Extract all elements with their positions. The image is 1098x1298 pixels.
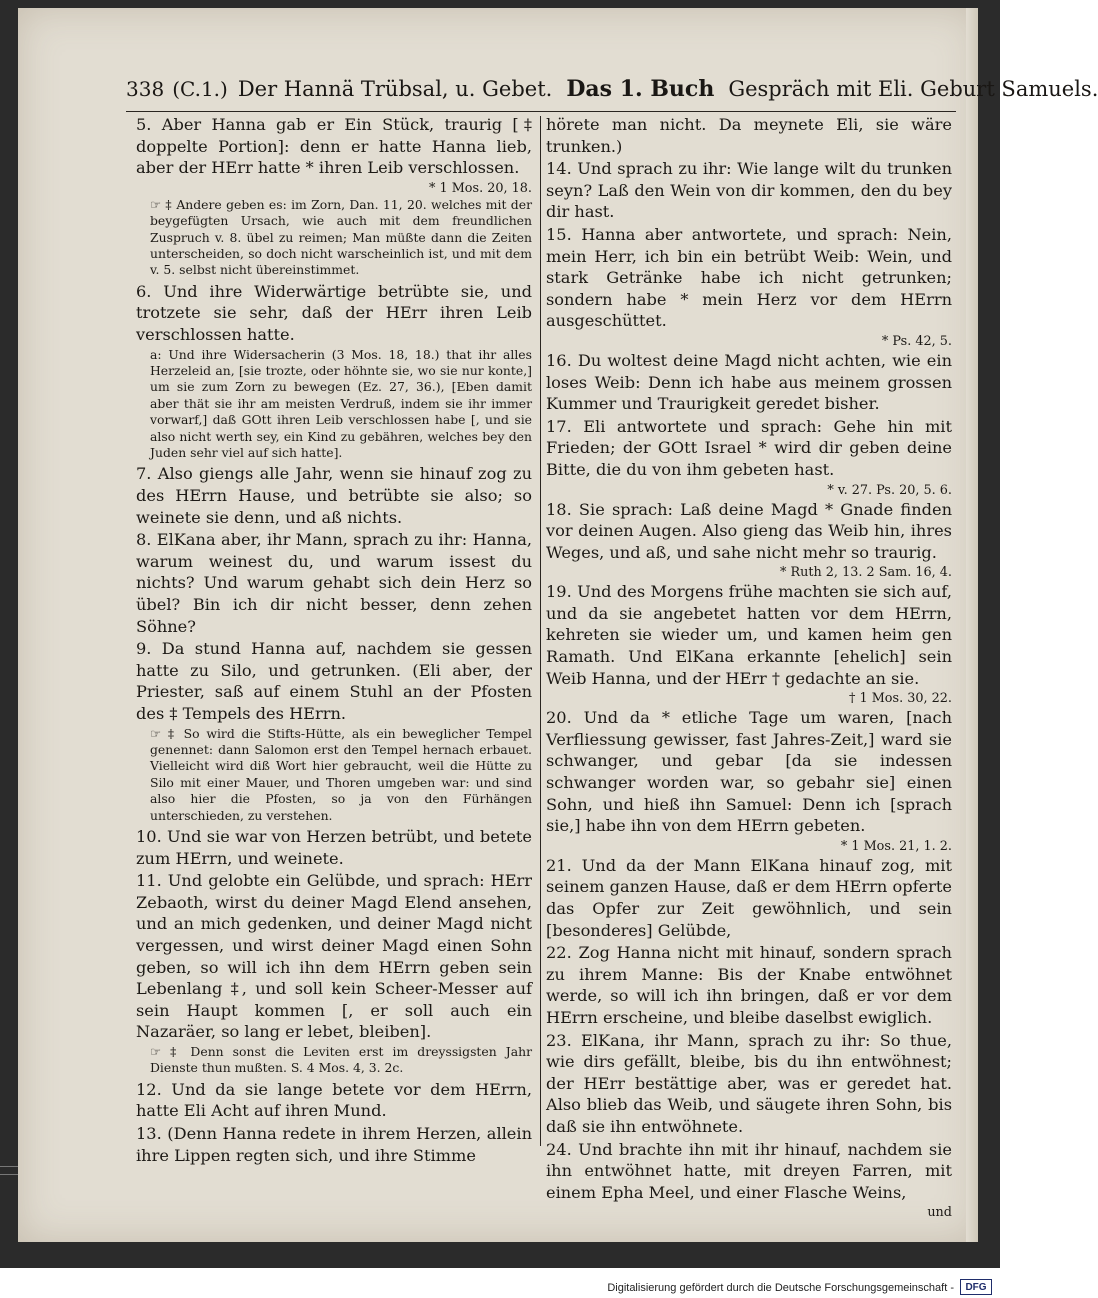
cross-reference: * v. 27. Ps. 20, 5. 6.: [827, 482, 952, 498]
verse-6: 6. Und ihre Widerwärtige betrübte sie, und trotzete sie sehr, daß der HErr ihren Leib verschlossen hatte.: [136, 281, 532, 344]
annotation-note: ☞ ‡ Andere geben es: im Zorn, Dan. 11, 20. welches mit der beygefügten Ursach, wie auch mit dem freundlichen Zuspruch v. 8. übel zu reimen; Man müßte dann die Zeiten unterscheiden, so doch nicht warscheinlich ist, und mit dem v. 5. selbst nicht übereinstimmet.: [150, 196, 532, 278]
chapter-reference: (C.1.): [172, 77, 228, 101]
cross-reference: * 1 Mos. 20, 18.: [429, 180, 532, 196]
verse-5: 5. Aber Hanna gab er Ein Stück, traurig [‡ doppelte Portion]: denn er hatte Hanna lieb, aber der HErr hatte * ihren Leib verschlossen.: [136, 115, 532, 178]
verse-18: 18. Sie sprach: Laß deine Magd * Gnade finden vor deinen Augen. Also gieng das Weib hin, ihres Weges, und aß, und sahe nicht mehr so traurig.: [546, 499, 952, 562]
page-edge: [966, 8, 978, 1242]
verse-12: 12. Und da sie lange betete vor dem HErrn, hatte Eli Acht auf ihren Mund.: [136, 1079, 532, 1121]
verse-24: 24. Und brachte ihn mit ihr hinauf, nachdem sie ihn entwöhnet hatte, mit dreyen Farren, mit einem Epha Meel, und einer Flasche Weins,: [546, 1139, 952, 1202]
verse-19: 19. Und des Morgens frühe machten sie sich auf, und da sie angebetet hatten vor dem HErrn, kehreten sie wieder um, und kamen heim gen Ramath. Und ElKana erkannte [ehelich] sein Weib Hanna, und der HErr † gedachte an sie.: [546, 582, 952, 688]
annotation-note: ☞ ‡ So wird die Stifts-Hütte, als ein beweglicher Tempel genennet: dann Salomon erst den Tempel hernach erbauet. Vielleicht wird diß Wort hier gebraucht, weil die Hütte zu Silo mit einer Mauer, und Thoren umgeben war: und sind also hier die Pfosten, so ja von den Fürhängen unterschieden, zu verstehen.: [150, 725, 532, 823]
running-header: [126, 76, 1098, 112]
header-right-title: Gespräch mit Eli. Geburt Samuels.: [728, 77, 1098, 101]
cross-reference: * Ps. 42, 5.: [881, 333, 952, 349]
verse-9: 9. Da stund Hanna auf, nachdem sie gessen hatte zu Silo, und getrunken. (Eli aber, der Priester, saß auf einem Stuhl an der Pfosten des ‡ Tempels des HErrn.: [136, 639, 532, 723]
annotation-note: a: Und ihre Widersacherin (3 Mos. 18, 18.) that ihr alles Herzeleid an, [sie trozte, oder höhnte sie, wo sie nur konte,] um sie zum Zorn zu bewegen (Ez. 27, 36.), [Eben damit aber thät sie ihr am meisten Verdruß, indem sie ihr immer vorwarf,] daß GOtt ihren Leib verschlossen habe [, und sie also nicht werth sey, ein Kind zu gebähren, welches bey den Juden sehr viel auf sich hatte].: [150, 346, 532, 461]
verse-13: 13. (Denn Hanna redete in ihrem Herzen, allein ihre Lippen regten sich, und ihre Stimme: [136, 1123, 532, 1165]
verse-20: 20. Und da * etliche Tage um waren, [nach Verfliessung gewisser, fast Jahres-Zeit,] ward sie schwanger, und gebar [da sie indessen schwanger worden war, so gebahr sie] einen Sohn, und hieß ihn Samuel: Denn ich [sprach sie,] habe ihn von dem HErrn gebeten.: [546, 708, 952, 836]
dfg-logo: DFG: [960, 1279, 992, 1295]
cross-reference: * 1 Mos. 21, 1. 2.: [840, 838, 952, 854]
page-number: 338: [126, 77, 165, 101]
verse-21: 21. Und da der Mann ElKana hinauf zog, mit seinem ganzen Hause, daß er dem HErrn opferte das Opfer zur Zeit gewöhnlich, und sein [besonderes] Gelübde,: [546, 855, 952, 940]
cross-reference: * Ruth 2, 13. 2 Sam. 16, 4.: [780, 565, 952, 581]
verse-8: 8. ElKana aber, ihr Mann, sprach zu ihr: Hanna, warum weinest du, und warum issest du nichts? Und warum gehabt sich dein Herz so übel? Bin ich dir nicht besser, denn zehen Söhne?: [136, 530, 532, 636]
verse-22: 22. Zog Hanna nicht mit hinauf, sondern sprach zu ihrem Manne: Bis der Knabe entwöhnet werde, so will ich ihn bringen, daß er vor dem HErrn erscheine, und bleibe daselbst ewiglich.: [546, 943, 952, 1027]
header-book-title: Das 1. Buch: [566, 76, 715, 102]
verse-7: 7. Also giengs alle Jahr, wenn sie hinauf zog zu des HErrn Hause, und betrübte sie also; so weinete sie denn, und aß nichts.: [136, 464, 532, 527]
scan-margin-tick: [0, 1174, 18, 1175]
header-left-title: Der Hannä Trübsal, u. Gebet.: [237, 77, 553, 101]
column-divider: [540, 116, 541, 1146]
annotation-note: ☞ ‡ Denn sonst die Leviten erst im dreyssigsten Jahr Dienste thun mußten. S. 4 Mos. 4, 3. 2c.: [150, 1043, 532, 1076]
verse-11: 11. Und gelobte ein Gelübde, und sprach: HErr Zebaoth, wirst du deiner Magd Elend ansehen, und an mich gedenken, und deiner Magd nicht vergessen, und wirst deiner Magd einen Sohn geben, so will ich ihn dem HErrn geben sein Lebenlang ‡, und soll kein Scheer-Messer auf sein Haupt kommen [, er soll auch ein Nazaräer, so lang er lebet, bleiben].: [136, 871, 532, 1042]
verse-17: 17. Eli antwortete und sprach: Gehe hin mit Frieden; der GOtt Israel * wird dir geben deine Bitte, die du von ihm gebeten hast.: [546, 416, 952, 479]
verse-23: 23. ElKana, ihr Mann, sprach zu ihr: So thue, wie dirs gefällt, bleibe, bis du ihn entwöhnest; der HErr bestättige aber, was er geredet hat. Also blieb das Weib, und säugete ihren Sohn, bis daß sie ihn entwöhnete.: [546, 1030, 952, 1136]
verse-14: 14. Und sprach zu ihr: Wie lange wilt du trunken seyn? Laß den Wein von dir kommen, den du bey dir hast.: [546, 159, 952, 222]
verse-16: 16. Du woltest deine Magd nicht achten, wie ein loses Weib: Denn ich habe aus meinem grossen Kummer und Traurigkeit geredet bisher.: [546, 350, 952, 414]
verse-13-continued: hörete man nicht. Da meynete Eli, sie wäre trunken.): [546, 115, 952, 156]
catchword: und: [927, 1205, 952, 1221]
right-column: [546, 114, 952, 1221]
scan-margin-tick: [0, 1166, 18, 1167]
funding-credit: Digitalisierung gefördert durch die Deutsche Forschungsgemeinschaft -: [607, 1282, 954, 1294]
verse-10: 10. Und sie war von Herzen betrübt, und betete zum HErrn, und weinete.: [136, 827, 532, 868]
cross-reference: † 1 Mos. 30, 22.: [849, 691, 952, 707]
verse-15: 15. Hanna aber antwortete, und sprach: Nein, mein Herr, ich bin ein betrübt Weib: Wein, und stark Getränke habe ich nicht getrunken; sondern habe * mein Herz vor dem HErrn ausgeschüttet.: [546, 224, 952, 331]
left-column: [136, 114, 532, 1167]
